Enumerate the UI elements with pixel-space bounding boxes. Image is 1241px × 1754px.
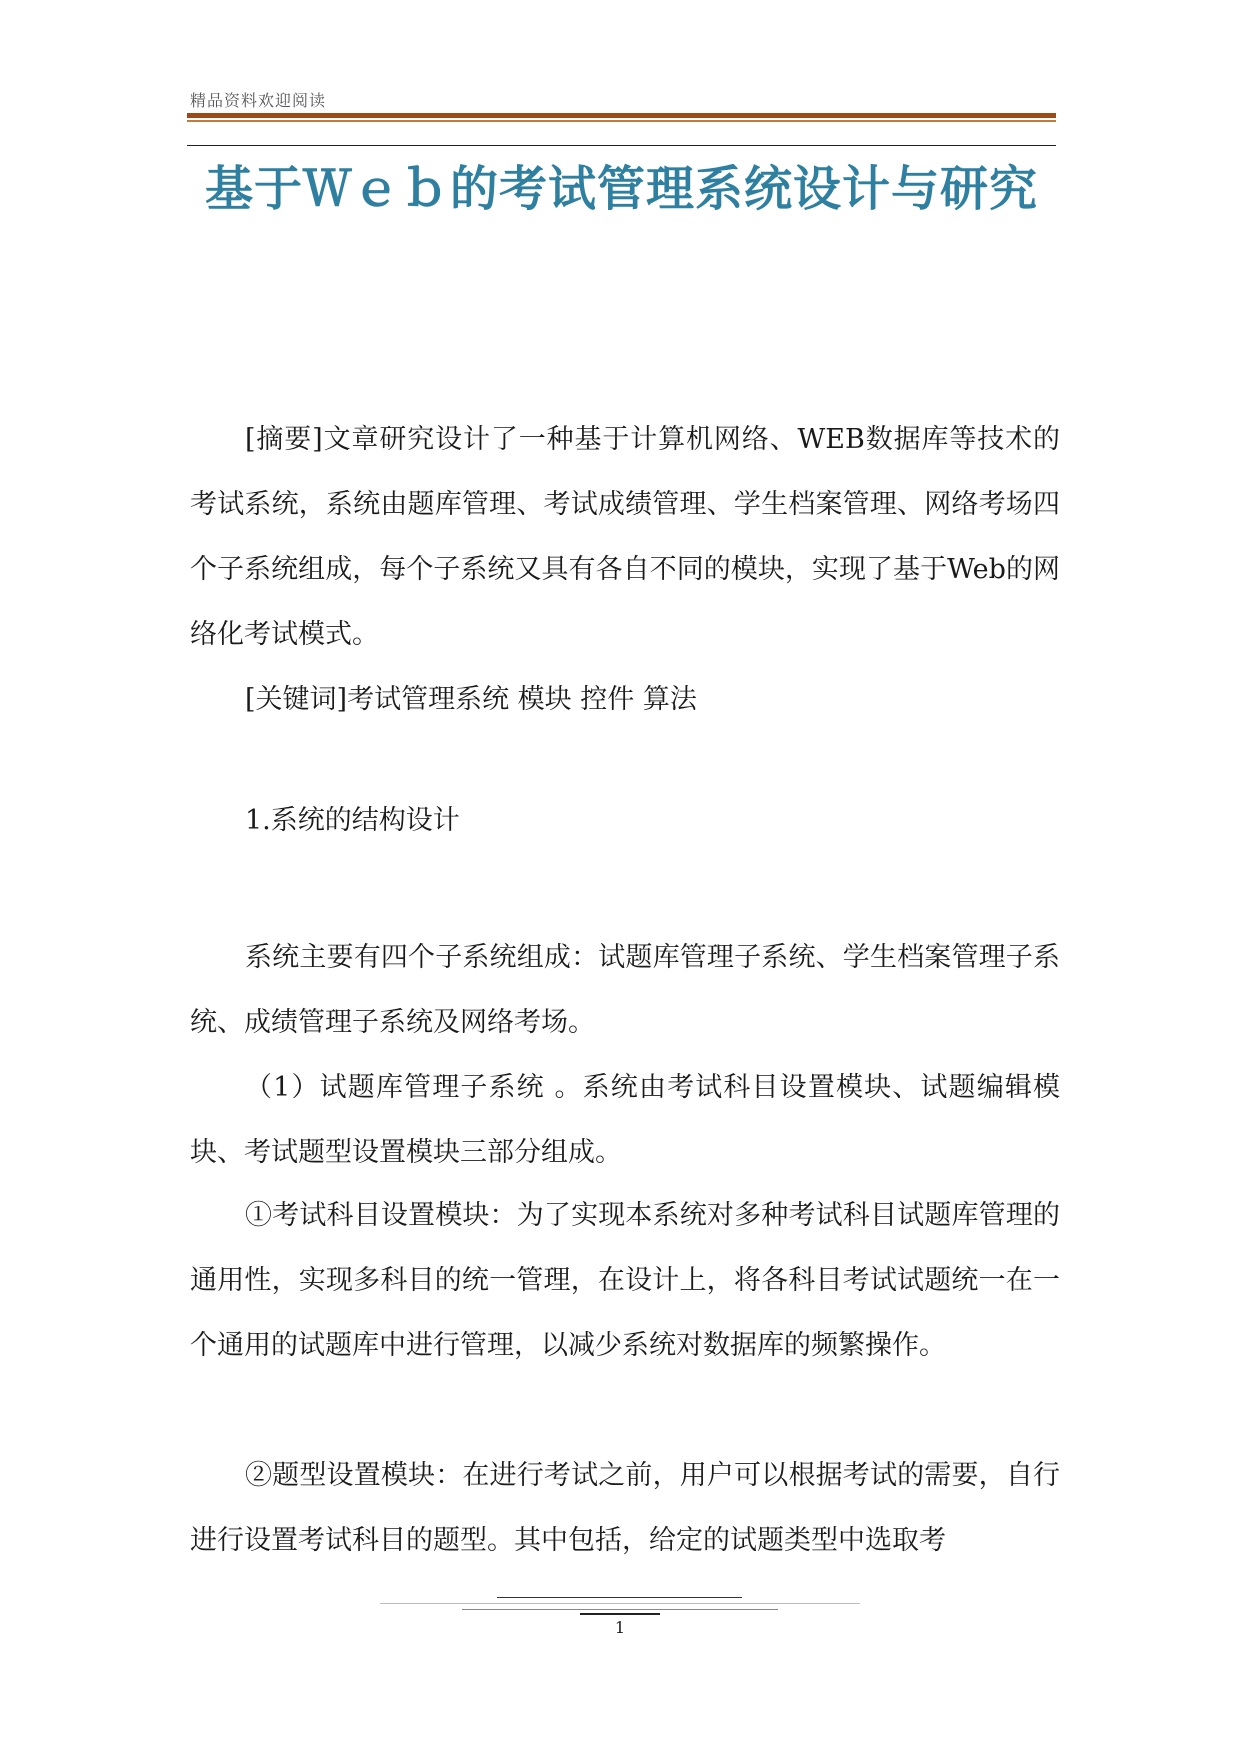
- document-title: 基于Ｗｅｂ的考试管理系统设计与研究: [204, 161, 1038, 217]
- footer-line: [380, 1603, 860, 1604]
- footer-line: [580, 1613, 660, 1615]
- page-number: 1: [614, 1618, 626, 1637]
- module2-paragraph: ②题型设置模块：在进行考试之前，用户可以根据考试的需要，自行进行设置考试科目的题型。其中包括，给定的试题类型中选取考: [190, 1460, 1060, 1556]
- header-rule-thick: [187, 113, 1056, 118]
- subsystem1-paragraph: （1）试题库管理子系统 。系统由考试科目设置模块、试题编辑模块、考试题型设置模块三部分组成。: [190, 1072, 1060, 1168]
- header-text: 精品资料欢迎阅读: [190, 91, 327, 110]
- section1-heading: 1.系统的结构设计: [245, 805, 460, 836]
- footer-line: [497, 1597, 742, 1598]
- abstract-paragraph: [摘要]文章研究设计了一种基于计算机网络、WEB数据库等技术的考试系统，系统由题库管理、考试成绩管理、学生档案管理、网络考场四个子系统组成，每个子系统又具有各自不同的模块，实现了基于Web的网络化考试模式。: [190, 424, 1060, 650]
- keywords-paragraph: [关键词]考试管理系统 模块 控件 算法: [245, 684, 697, 715]
- footer-line: [462, 1609, 778, 1610]
- section1-intro-paragraph: 系统主要有四个子系统组成：试题库管理子系统、学生档案管理子系统、成绩管理子系统及网络考场。: [190, 942, 1060, 1038]
- module1-paragraph: ①考试科目设置模块：为了实现本系统对多种考试科目试题库管理的通用性，实现多科目的统一管理，在设计上，将各科目考试试题统一在一个通用的试题库中进行管理，以减少系统对数据库的频繁操作。: [190, 1200, 1060, 1361]
- header-rule-thin: [187, 145, 1056, 146]
- header-rule-mid: [187, 120, 1056, 122]
